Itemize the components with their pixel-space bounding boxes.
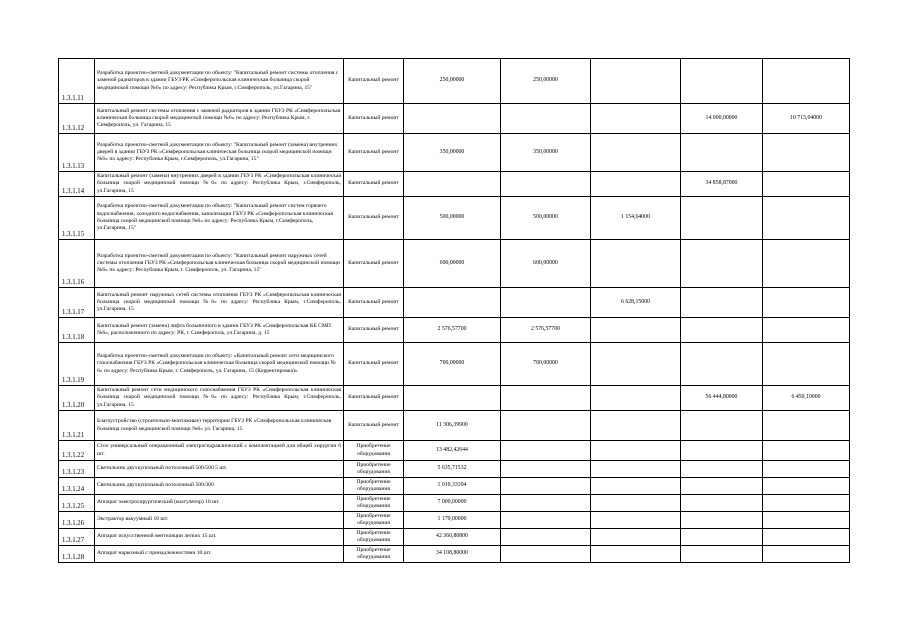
row-number-cell: 1.3.1.11 [59, 59, 95, 104]
work-type-cell: Приобретение оборудования [344, 512, 404, 529]
table-row [59, 197, 850, 240]
row-number-cell: 1.3.1.17 [59, 288, 95, 318]
table-row [59, 441, 850, 461]
amount-col4-cell [681, 318, 763, 343]
description-cell: Аппарат электрохирургический (коагулятор) 10 шт. [95, 495, 344, 512]
row-number-cell: 1.3.1.15 [59, 197, 95, 240]
description-cell: Стол универсальный операционный электрогидравлический с комплектацией для общей хирургии 6 шт. [95, 441, 344, 461]
amount-col3-cell [591, 343, 681, 386]
amount-col5-cell [763, 441, 850, 461]
work-type-cell: Приобретение оборудования [344, 461, 404, 478]
row-number-cell: 1.3.1.21 [59, 411, 95, 441]
amount-col1-cell [404, 386, 501, 411]
amount-col1-cell: 13 482,42644 [404, 441, 501, 461]
row-number-cell: 1.3.1.14 [59, 172, 95, 197]
row-number-cell: 1.3.1.27 [59, 529, 95, 546]
row-number-cell: 1.3.1.23 [59, 461, 95, 478]
amount-col2-cell: 250,00000 [501, 59, 591, 104]
row-number-cell: 1.3.1.12 [59, 104, 95, 134]
amount-col4-cell: 14 000,00000 [681, 104, 763, 134]
work-type-cell: Капитальный ремонт [344, 104, 404, 134]
work-type-cell: Капитальный ремонт [344, 172, 404, 197]
amount-col3-cell [591, 546, 681, 563]
description-cell: Капитальный ремонт сети медицинского газоснабжения ГБУЗ РК «Симферопольская клиническая больница скорой медицинской помощи №6» по адресу: Республика Крым, г.Симферополь, ул.Гагарина, 15 [95, 386, 344, 411]
work-type-cell: Капитальный ремонт [344, 411, 404, 441]
amount-col1-cell: 2 576,57700 [404, 318, 501, 343]
amount-col2-cell: 600,00000 [501, 240, 591, 288]
amount-col4-cell [681, 512, 763, 529]
amount-col3-cell [591, 529, 681, 546]
row-number-cell: 1.3.1.24 [59, 478, 95, 495]
amount-col5-cell [763, 197, 850, 240]
amount-col5-cell [763, 288, 850, 318]
description-cell: Аппарат искусственной вентиляции легких 15 шт. [95, 529, 344, 546]
amount-col3-cell [591, 411, 681, 441]
table-row [59, 461, 850, 478]
amount-col5-cell [763, 512, 850, 529]
table-row [59, 478, 850, 495]
amount-col1-cell [404, 172, 501, 197]
amount-col3-cell [591, 478, 681, 495]
row-number-cell: 1.3.1.13 [59, 134, 95, 172]
amount-col1-cell: 1 170,00000 [404, 512, 501, 529]
table-row [59, 240, 850, 288]
amount-col2-cell [501, 288, 591, 318]
amount-col3-cell [591, 240, 681, 288]
amount-col3-cell [591, 59, 681, 104]
amount-col2-cell [501, 478, 591, 495]
amount-col3-cell [591, 512, 681, 529]
amount-col2-cell [501, 411, 591, 441]
budget-table [58, 58, 850, 563]
amount-col2-cell: 2 576,57700 [501, 318, 591, 343]
table-row [59, 529, 850, 546]
amount-col2-cell [501, 546, 591, 563]
amount-col5-cell [763, 461, 850, 478]
amount-col1-cell [404, 288, 501, 318]
amount-col5-cell [763, 318, 850, 343]
description-cell: Разработка проектно-сметной документации по объекту: "Капитальный ремонт систем горячего водоснабжения, холодного водоснабжения, канализации ГБУЗ РК «Симферопольская клиническая больница скорой медицинской помощи №6» по адресу: Республика Крым, г.Симферополь, ул.Гагарина, 15" [95, 197, 344, 240]
amount-col2-cell [501, 386, 591, 411]
table-row [59, 512, 850, 529]
description-cell: Капитальный ремонт системы отопления с заменой радиаторов в здании ГБУЗ РК «Симферопольская клиническая больница скорой медицинской помощи №6» по адресу: Республика Крым, г. Симферополь, ул. Гагарина, 15 [95, 104, 344, 134]
row-number-cell: 1.3.1.25 [59, 495, 95, 512]
amount-col3-cell [591, 441, 681, 461]
amount-col3-cell [591, 495, 681, 512]
amount-col5-cell [763, 478, 850, 495]
description-cell: Капитальный ремонт наружных сетей системы отопления ГБУЗ РК «Симферопольская клиническая больница скорой медицинской помощи №6» по адресу: Республика Крым, г.Симферополь, ул.Гагарина, 15 [95, 288, 344, 318]
table-row [59, 386, 850, 411]
work-type-cell: Капитальный ремонт [344, 318, 404, 343]
amount-col5-cell [763, 172, 850, 197]
amount-col5-cell [763, 134, 850, 172]
work-type-cell: Приобретение оборудования [344, 546, 404, 563]
amount-col1-cell: 7 000,00000 [404, 495, 501, 512]
amount-col2-cell: 350,00000 [501, 134, 591, 172]
table-row [59, 411, 850, 441]
amount-col4-cell [681, 495, 763, 512]
work-type-cell: Капитальный ремонт [344, 343, 404, 386]
row-number-cell: 1.3.1.28 [59, 546, 95, 563]
description-cell: Светильник двухкупольный потолочный 500/300 [95, 478, 344, 495]
amount-col4-cell [681, 441, 763, 461]
amount-col3-cell [591, 318, 681, 343]
amount-col4-cell [681, 197, 763, 240]
amount-col2-cell: 700,00000 [501, 343, 591, 386]
amount-col5-cell [763, 59, 850, 104]
amount-col1-cell: 34 108,80000 [404, 546, 501, 563]
amount-col2-cell [501, 441, 591, 461]
amount-col4-cell [681, 134, 763, 172]
work-type-cell: Капитальный ремонт [344, 288, 404, 318]
amount-col4-cell [681, 546, 763, 563]
description-cell: Разработка проектно-сметной документации по объекту: "Капитальный ремонт (замена) внутренних дверей в здании ГБУЗ РК «Симферопольская клиническая больница скорой медицинской помощи №6» по адресу: Республика Крым, г.Симферополь, ул.Гагарина, 15" [95, 134, 344, 172]
amount-col4-cell: 34 858,87000 [681, 172, 763, 197]
description-cell: Разработка проектно-сметной документации по объекту: "Капитальный ремонт системы отопления с заменой радиаторов в здании ГБУЗ РК «Симферопольская клиническая больница скорой медицинской помощи №6» по адресу: Республика Крым, г.Симферополь, ул.Гагарина, 15" [95, 59, 344, 104]
amount-col2-cell [501, 172, 591, 197]
work-type-cell: Приобретение оборудования [344, 478, 404, 495]
amount-col2-cell [501, 512, 591, 529]
row-number-cell: 1.3.1.22 [59, 441, 95, 461]
amount-col5-cell: 6 450,10000 [763, 386, 850, 411]
amount-col5-cell [763, 546, 850, 563]
amount-col2-cell [501, 495, 591, 512]
amount-col5-cell [763, 411, 850, 441]
amount-col1-cell: 700,00000 [404, 343, 501, 386]
amount-col1-cell: 250,00000 [404, 59, 501, 104]
description-cell: Аппарат наркозный с принадлежностями 10 шт. [95, 546, 344, 563]
description-cell: Светильник двухкупольный потолочный 500/500 5 шт. [95, 461, 344, 478]
amount-col3-cell [591, 134, 681, 172]
amount-col3-cell [591, 104, 681, 134]
amount-col1-cell: 350,00000 [404, 134, 501, 172]
table-row [59, 288, 850, 318]
table-row [59, 134, 850, 172]
table-row [59, 495, 850, 512]
work-type-cell: Приобретение оборудования [344, 441, 404, 461]
row-number-cell: 1.3.1.16 [59, 240, 95, 288]
amount-col1-cell: 500,00000 [404, 197, 501, 240]
amount-col3-cell [591, 461, 681, 478]
amount-col3-cell [591, 386, 681, 411]
description-cell: Экстрактор вакуумный 10 шт. [95, 512, 344, 529]
amount-col1-cell: 11 306,39900 [404, 411, 501, 441]
amount-col5-cell [763, 343, 850, 386]
amount-col1-cell [404, 104, 501, 134]
description-cell: Капитальный ремонт (замена) внутренних дверей в здании ГБУЗ РК «Симферопольская клиническая больница скорой медицинской помощи №6» по адресу: Республика Крым, г.Симферополь, ул.Гагарина, 15 [95, 172, 344, 197]
amount-col2-cell: 500,00000 [501, 197, 591, 240]
row-number-cell: 1.3.1.18 [59, 318, 95, 343]
amount-col2-cell [501, 461, 591, 478]
description-cell: Разработка проектно-сметной документации по объекту: «Капитальный ремонт сети медицинского газоснабжения ГБУЗ РК «Симферопольская клиническая больница скорой медицинской помощи № 6» по адресу: Республика Крым, г. Симферополь, ул. Гагарина, 15 (Корректировка)» [95, 343, 344, 386]
table-row [59, 172, 850, 197]
amount-col5-cell [763, 495, 850, 512]
row-number-cell: 1.3.1.19 [59, 343, 95, 386]
amount-col3-cell [591, 172, 681, 197]
work-type-cell: Капитальный ремонт [344, 386, 404, 411]
work-type-cell: Капитальный ремонт [344, 197, 404, 240]
work-type-cell: Приобретение оборудования [344, 495, 404, 512]
row-number-cell: 1.3.1.26 [59, 512, 95, 529]
table-row [59, 546, 850, 563]
budget-table-sheet [58, 58, 850, 563]
work-type-cell: Капитальный ремонт [344, 240, 404, 288]
amount-col4-cell [681, 461, 763, 478]
amount-col3-cell: 6 628,15000 [591, 288, 681, 318]
description-cell: Капитальный ремонт (замена) лифта больничного в здании ГБУЗ РК «Симферопольская КБ СМП №6», расположенного по адресу: РК, г. Симферополь, ул.Гагарина, д. 15 [95, 318, 344, 343]
amount-col4-cell: 56 444,80000 [681, 386, 763, 411]
amount-col4-cell [681, 411, 763, 441]
amount-col1-cell: 1 010,33394 [404, 478, 501, 495]
table-row [59, 59, 850, 104]
amount-col5-cell: 10 715,04000 [763, 104, 850, 134]
amount-col1-cell: 600,00000 [404, 240, 501, 288]
amount-col2-cell [501, 104, 591, 134]
table-row [59, 318, 850, 343]
amount-col4-cell [681, 288, 763, 318]
amount-col5-cell [763, 529, 850, 546]
amount-col4-cell [681, 529, 763, 546]
description-cell: Разработка проектно-сметной документации по объекту: "Капитальный ремонт наружных сетей системы отопления ГБУЗ РК «Симферопольская клиническая больница скорой медицинской помощи №6» по адресу: Республика Крым, г. Симферополь, ул. Гагарина, 15" [95, 240, 344, 288]
description-cell: Благоустройство (строительно-монтажные) территории ГБУЗ РК «Симферопольская клиническая больница скорой медицинской помощи №6» ул. Гагарина, 15 [95, 411, 344, 441]
table-row [59, 343, 850, 386]
amount-col2-cell [501, 529, 591, 546]
amount-col4-cell [681, 343, 763, 386]
row-number-cell: 1.3.1.20 [59, 386, 95, 411]
amount-col1-cell: 5 635,71532 [404, 461, 501, 478]
work-type-cell: Приобретение оборудования [344, 529, 404, 546]
amount-col4-cell [681, 59, 763, 104]
amount-col4-cell [681, 240, 763, 288]
amount-col4-cell [681, 478, 763, 495]
work-type-cell: Капитальный ремонт [344, 59, 404, 104]
work-type-cell: Капитальный ремонт [344, 134, 404, 172]
amount-col3-cell: 1 154,64000 [591, 197, 681, 240]
table-row [59, 104, 850, 134]
amount-col5-cell [763, 240, 850, 288]
amount-col1-cell: 42 360,80800 [404, 529, 501, 546]
